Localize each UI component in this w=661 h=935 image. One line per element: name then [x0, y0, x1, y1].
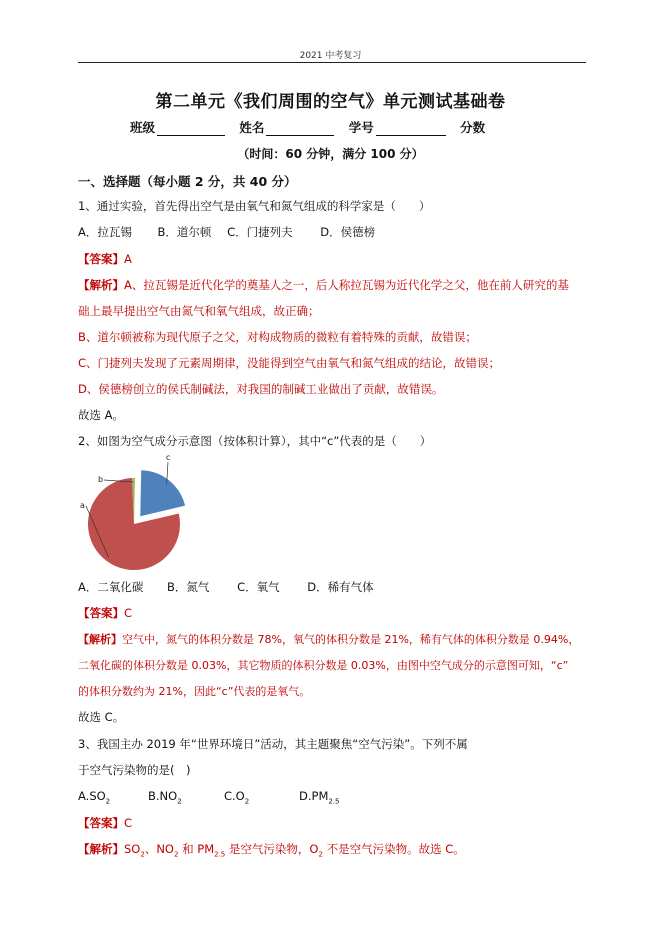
q2-conclusion: 故选 C。: [78, 710, 125, 724]
q1-analysis-line: 础上最早提出空气由氮气和氧气组成，故正确；: [78, 304, 320, 318]
q2-analysis-line: 二氧化碳的体积分数是 0.03%，其它物质的体积分数是 0.03%，由图中空气成分的示意图可知，“c”: [78, 659, 569, 672]
q2-option-d[interactable]: D．稀有气体: [307, 580, 374, 594]
q1-option-d[interactable]: D．侯德榜: [320, 225, 376, 239]
q2-option-c[interactable]: C．氧气: [237, 580, 280, 594]
pie-label-b: b: [98, 475, 104, 484]
name-blank[interactable]: [266, 122, 334, 136]
page-title: 第二单元《我们周围的空气》单元测试基础卷: [155, 92, 506, 112]
q3-stem-line1: 3、我国主办 2019 年“世界环境日”活动，其主题聚焦“空气污染”。下列不属: [78, 737, 468, 751]
q1-analysis-line: D、侯德榜创立的侯氏制碱法，对我国的制碱工业做出了贡献，故错误。: [78, 382, 444, 396]
q1-options: [78, 224, 375, 240]
air-composition-pie-chart: [74, 452, 194, 572]
q1-option-b[interactable]: B．道尔顿: [157, 225, 212, 239]
q3-option-b[interactable]: $B.NO_2$: [148, 789, 182, 806]
q1-analysis-line: B、道尔顿被称为现代原子之父，对构成物质的微粒有着特殊的贡献，故错误；: [78, 330, 477, 344]
q2-option-b[interactable]: B．氮气: [167, 580, 210, 594]
q1-option-a[interactable]: A．拉瓦锡: [78, 225, 132, 239]
student-info-line: [130, 118, 485, 136]
id-label: 学号: [348, 120, 374, 135]
name-label: 姓名: [239, 120, 265, 135]
q2-analysis-line: 【解析】空气中，氮气的体积分数是 78%，氧气的体积分数是 21%，稀有气体的体积分数是 0.94%，: [78, 633, 580, 646]
q1-conclusion: 故选 A。: [78, 408, 125, 422]
q3-stem-line2: 于空气污染物的是( ): [78, 763, 191, 777]
time-note: （时间：60 分钟，满分 100 分）: [237, 147, 424, 161]
q1-stem: 1、通过实验，首先得出空气是由氧气和氮气组成的科学家是（ ）: [78, 199, 431, 213]
q1-answer: 【答案】A: [78, 252, 132, 266]
section-heading: 一、选择题（每小题 2 分，共 40 分）: [78, 174, 297, 189]
score-label: 分数: [460, 120, 486, 135]
q2-answer: 【答案】C: [78, 606, 133, 620]
pie-label-a: a: [80, 501, 85, 510]
q1-analysis-line: 【解析】A、拉瓦锡是近代化学的奠基人之一，后人称拉瓦锡为近代化学之父，他在前人研究的基: [78, 278, 569, 292]
q2-stem: 2、如图为空气成分示意图（按体积计算），其中“c”代表的是（ ）: [78, 434, 432, 448]
q3-answer: 【答案】C: [78, 816, 133, 830]
pie-slice-c: [140, 470, 185, 516]
q2-options: [78, 579, 374, 595]
q3-option-a[interactable]: $A.SO_2$: [78, 789, 111, 806]
q3-option-c[interactable]: $C.O_2$: [224, 789, 250, 806]
page-header: 2021 中考复习: [299, 51, 362, 61]
q2-analysis-line: 的体积分数约为 21%，因此“c”代表的是氧气。: [78, 685, 311, 698]
q1-analysis-line: C、门捷列夫发现了元素周期律，没能得到空气由氧气和氮气组成的结论，故错误；: [78, 356, 501, 370]
class-blank[interactable]: [157, 122, 225, 136]
q1-option-c[interactable]: C．门捷列夫: [227, 225, 293, 239]
pie-label-c: c: [166, 453, 171, 462]
header-rule: [78, 62, 586, 63]
q3-options: [78, 789, 340, 805]
id-blank[interactable]: [376, 122, 446, 136]
q3-option-d[interactable]: $D.PM_{2.5}$: [299, 789, 340, 806]
q3-analysis: 【解析】$SO_2$、$NO_2$ 和 $PM_{2.5}$ 是空气污染物，$O_2$ 不是空气污染物。故选 C。: [78, 842, 465, 859]
q2-option-a[interactable]: A．二氧化碳: [78, 580, 144, 594]
class-label: 班级: [130, 120, 156, 135]
